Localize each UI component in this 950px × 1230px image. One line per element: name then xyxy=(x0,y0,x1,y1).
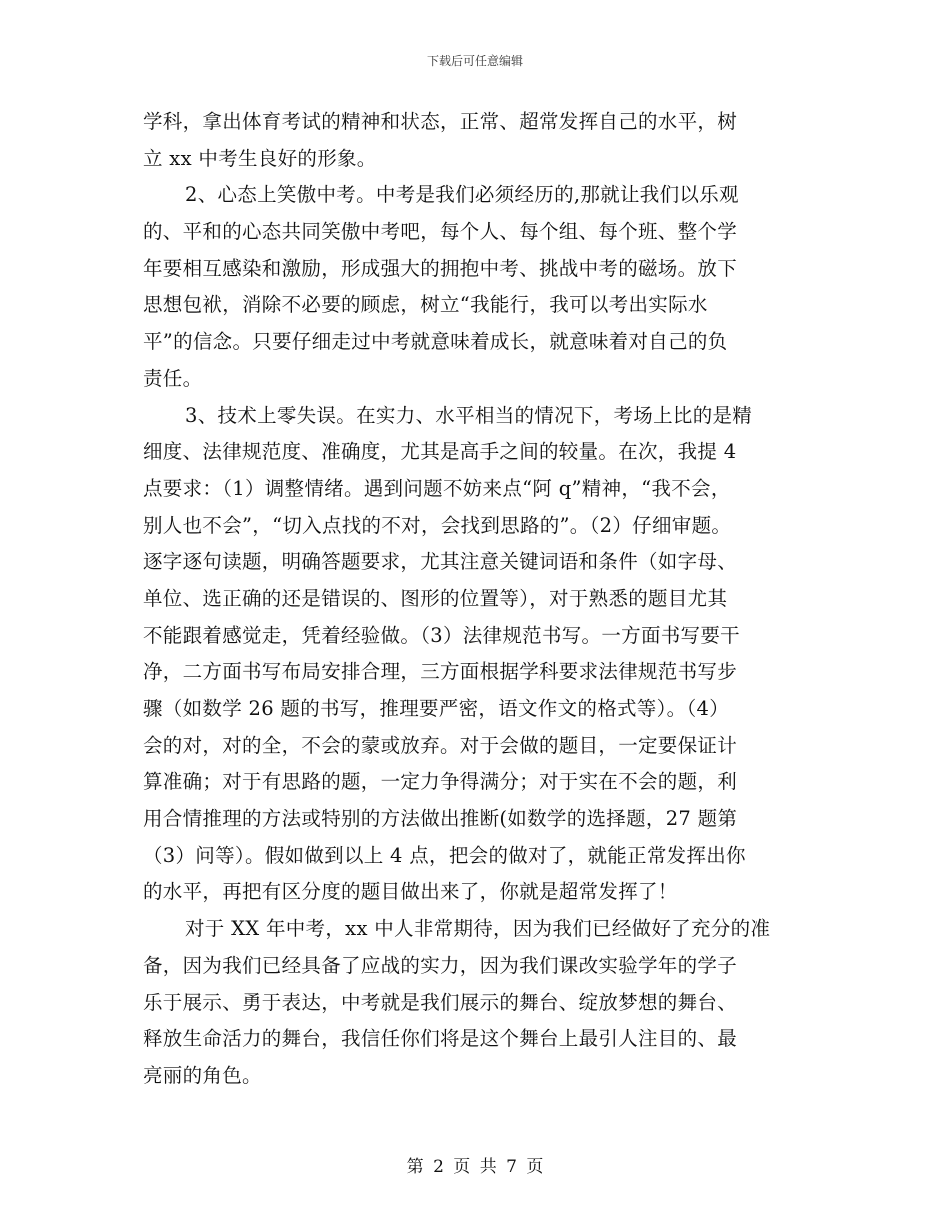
text-line: 平”的信念。只要仔细走过中考就意味着成长，就意味着对自己的负 xyxy=(143,330,728,354)
text-line: （3）问等）。假如做到以上 4 点，把会的做对了，就能正常发挥出你 xyxy=(143,843,746,867)
text-line: 点要求：（1）调整情绪。遇到问题不妨来点“阿 q”精神，“我不会， xyxy=(143,476,731,500)
text-line: 的、平和的心态共同笑傲中考吧，每个人、每个组、每个班、整个学 xyxy=(143,220,738,244)
text-line: 算准确；对于有思路的题，一定力争得满分；对于实在不会的题，利 xyxy=(143,770,738,794)
text-line: 别人也不会”，“切入点找的不对，会找到思路的”。（2）仔细审题。 xyxy=(143,513,732,537)
text-line: 骤（如数学 26 题的书写，推理要严密，语文作文的格式等）。（4） xyxy=(143,697,730,720)
text-line: 立 xx 中考生良好的形象。 xyxy=(143,146,377,170)
page-footer: 第 2 页 共 7 页 xyxy=(406,1157,544,1177)
paragraph-first-line: 2、心态上笑傲中考。中考是我们必须经历的,那就让我们以乐观 xyxy=(185,183,739,207)
text-line: 会的对，对的全，不会的蒙或放弃。对于会做的题目，一定要保证计 xyxy=(143,733,738,757)
text-line: 备，因为我们已经具备了应战的实力，因为我们课改实验学年的学子 xyxy=(143,953,738,977)
document-body xyxy=(143,104,823,1095)
text-line: 逐字逐句读题，明确答题要求，尤其注意关键词语和条件（如字母、 xyxy=(143,550,738,574)
text-line: 释放生命活力的舞台，我信任你们将是这个舞台上最引人注目的、最 xyxy=(143,1027,738,1051)
text-line: 不能跟着感觉走，凭着经验做。（3）法律规范书写。一方面书写要干 xyxy=(143,623,740,647)
paragraph-first-line: 对于 XX 年中考，xx 中人非常期待，因为我们已经做好了充分的准 xyxy=(185,917,771,941)
text-line: 单位、选正确的还是错误的、图形的位置等），对于熟悉的题目尤其 xyxy=(143,586,728,610)
text-line: 细度、法律规范度、准确度，尤其是高手之间的较量。在次，我提 4 xyxy=(143,440,737,464)
text-line: 年要相互感染和激励，形成强大的拥抱中考、挑战中考的磁场。放下 xyxy=(143,256,738,280)
text-line: 的水平，再把有区分度的题目做出来了，你就是超常发挥了！ xyxy=(143,880,678,904)
text-line: 用合情推理的方法或特别的方法做出推断(如数学的选择题，27 题第 xyxy=(143,807,738,831)
text-line: 责任。 xyxy=(143,366,203,390)
text-line: 亮丽的角色。 xyxy=(143,1063,262,1087)
text-line: 学科，拿出体育考试的精神和状态，正常、超常发挥自己的水平，树 xyxy=(143,110,738,133)
text-line: 乐于展示、勇于表达，中考就是我们展示的舞台、绽放梦想的舞台、 xyxy=(143,990,738,1014)
paragraph-first-line: 3、技术上零失误。在实力、水平相当的情况下，考场上比的是精 xyxy=(185,403,753,427)
text-line: 净，二方面书写布局安排合理，三方面根据学科要求法律规范书写步 xyxy=(143,660,738,684)
text-line: 思想包袱，消除不必要的顾虑，树立“我能行，我可以考出实际水 xyxy=(143,293,708,317)
page-header: 下载后可任意编辑 xyxy=(426,54,523,68)
